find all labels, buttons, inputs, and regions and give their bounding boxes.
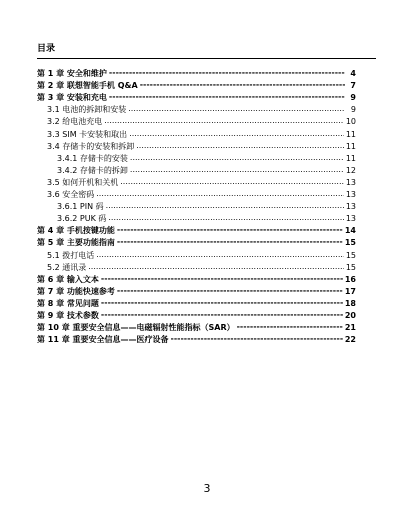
toc-entry-page: 21 xyxy=(344,323,356,333)
toc-leader xyxy=(237,322,343,332)
toc-entry-page: 20 xyxy=(344,310,356,320)
toc-entry-page: 13 xyxy=(345,177,356,187)
toc-entry-page: 7 xyxy=(350,81,356,91)
toc-entry-section-3-4-1[interactable] xyxy=(37,152,356,164)
toc-entry-section-3-6-2[interactable] xyxy=(37,212,356,224)
toc-entry-page: 15 xyxy=(344,238,356,248)
toc-entry-page: 13 xyxy=(345,202,356,212)
title-divider xyxy=(37,58,376,59)
toc-leader xyxy=(130,153,344,163)
toc-entry-label: 5.1 拨打电话 xyxy=(47,250,95,260)
toc-entry-label: 第 9 章 技术参数 xyxy=(37,310,99,320)
toc-leader xyxy=(108,213,343,223)
toc-entry-chapter-9[interactable] xyxy=(37,309,356,321)
toc-entry-section-5-1[interactable] xyxy=(37,248,356,260)
toc-leader xyxy=(117,225,343,235)
toc-entry-chapter-7[interactable] xyxy=(37,285,356,297)
toc-entry-label: 第 7 章 功能快速参考 xyxy=(37,286,115,296)
toc-entry-label: 3.4.2 存储卡的拆卸 xyxy=(57,165,128,175)
toc-entry-page: 15 xyxy=(345,262,356,272)
toc-leader xyxy=(117,237,343,247)
toc-leader xyxy=(109,92,345,102)
toc-entry-chapter-4[interactable] xyxy=(37,224,356,236)
toc-entry-page: 4 xyxy=(350,69,356,79)
toc-entry-label: 3.4.1 存储卡的安装 xyxy=(57,153,128,163)
toc-entry-chapter-11[interactable] xyxy=(37,333,356,345)
toc-entry-section-3-2[interactable] xyxy=(37,115,356,127)
toc-entry-label: 3.6 安全密码 xyxy=(47,190,95,200)
toc-entry-label: 3.5 如何开机和关机 xyxy=(47,177,119,187)
toc-entry-label: 3.3 SIM 卡安装和取出 xyxy=(47,129,128,139)
toc-entry-chapter-2[interactable] xyxy=(37,79,356,91)
toc-entry-page: 11 xyxy=(345,129,356,139)
toc-entry-chapter-6[interactable] xyxy=(37,273,356,285)
toc-leader xyxy=(117,286,343,296)
toc-entry-section-3-5[interactable] xyxy=(37,176,356,188)
toc-entry-page: 15 xyxy=(345,250,356,260)
toc-leader xyxy=(96,250,344,260)
toc-leader xyxy=(106,201,344,211)
toc-entry-section-3-1[interactable] xyxy=(37,103,356,115)
toc-leader xyxy=(104,116,344,126)
toc-entry-section-3-3[interactable] xyxy=(37,127,356,139)
toc-entry-chapter-1[interactable] xyxy=(37,67,356,79)
toc-entry-label: 第 6 章 输入文本 xyxy=(37,274,99,284)
toc-entry-label: 第 4 章 手机按键功能 xyxy=(37,226,115,236)
toc-entry-section-3-4[interactable] xyxy=(37,140,356,152)
toc-entry-page: 13 xyxy=(345,190,356,200)
toc-entry-page: 16 xyxy=(344,274,356,284)
toc-leader xyxy=(88,262,344,272)
toc-entry-page: 9 xyxy=(350,93,356,103)
toc-leader xyxy=(120,177,344,187)
toc-leader xyxy=(109,68,345,78)
toc-entry-page: 11 xyxy=(345,141,356,151)
toc-leader xyxy=(171,334,343,344)
toc-entry-section-3-6-1[interactable] xyxy=(37,200,356,212)
toc-entry-label: 3.4 存储卡的安装和拆卸 xyxy=(47,141,135,151)
toc-entry-section-3-6[interactable] xyxy=(37,188,356,200)
toc-entry-label: 第 2 章 联想智能手机 Q&A xyxy=(37,81,138,91)
toc-entry-chapter-5[interactable] xyxy=(37,236,356,248)
toc-leader xyxy=(129,129,344,139)
toc-leader xyxy=(140,80,345,90)
toc-entry-label: 第 3 章 安装和充电 xyxy=(37,93,107,103)
toc-leader xyxy=(101,298,343,308)
page-number: 3 xyxy=(203,482,211,495)
toc-entry-chapter-10[interactable] xyxy=(37,321,356,333)
table-of-contents xyxy=(37,67,356,345)
toc-title: 目录 xyxy=(37,44,56,54)
toc-entry-label: 第 5 章 主要功能指南 xyxy=(37,238,115,248)
toc-entry-page: 17 xyxy=(344,286,356,296)
toc-entry-label: 5.2 通讯录 xyxy=(47,262,87,272)
toc-entry-section-5-2[interactable] xyxy=(37,261,356,273)
toc-leader xyxy=(130,165,344,175)
toc-entry-page: 18 xyxy=(344,298,356,308)
toc-entry-label: 第 11 章 重要安全信息——医疗设备 xyxy=(37,335,169,345)
toc-entry-section-3-4-2[interactable] xyxy=(37,164,356,176)
toc-entry-label: 3.6.1 PIN 码 xyxy=(57,202,104,212)
toc-entry-page: 9 xyxy=(350,105,356,115)
toc-leader xyxy=(96,189,344,199)
toc-entry-page: 12 xyxy=(345,165,356,175)
toc-entry-page: 14 xyxy=(344,226,356,236)
toc-leader xyxy=(101,274,343,284)
toc-entry-label: 第 10 章 重要安全信息——电磁辐射性能指标（SAR） xyxy=(37,323,235,333)
toc-entry-chapter-3[interactable] xyxy=(37,91,356,103)
toc-leader xyxy=(136,141,344,151)
toc-entry-label: 3.2 给电池充电 xyxy=(47,117,103,127)
toc-leader xyxy=(101,310,343,320)
toc-entry-page: 10 xyxy=(345,117,356,127)
toc-leader xyxy=(128,104,345,114)
toc-entry-page: 13 xyxy=(345,214,356,224)
toc-entry-chapter-8[interactable] xyxy=(37,297,356,309)
toc-entry-page: 22 xyxy=(344,335,356,345)
toc-entry-label: 3.1 电池的拆卸和安装 xyxy=(47,105,127,115)
toc-entry-label: 第 8 章 常见问题 xyxy=(37,298,99,308)
toc-entry-label: 3.6.2 PUK 码 xyxy=(57,214,107,224)
toc-entry-label: 第 1 章 安全和维护 xyxy=(37,69,107,79)
toc-entry-page: 11 xyxy=(345,153,356,163)
